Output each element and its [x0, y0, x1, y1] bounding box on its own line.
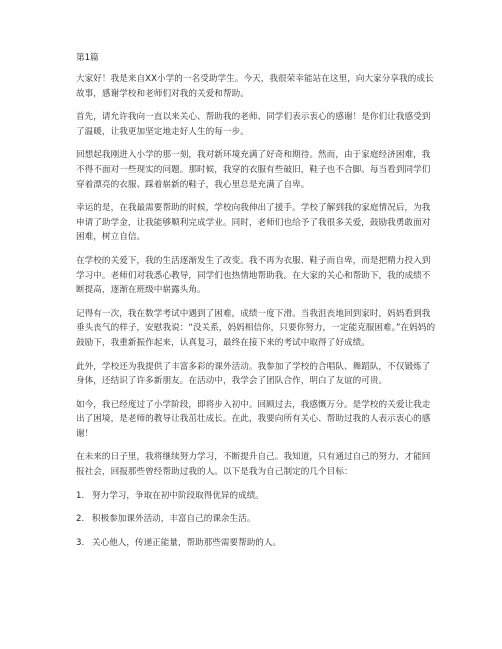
- goals-list: [76, 489, 436, 551]
- paragraph-greeting: 大家好！我是来自XX小学的一名受助学生。今天，我很荣幸能站在这里，向大家分享我的成长故事，感谢学校和老师们对我的关爱和帮助。: [76, 74, 434, 99]
- list-item: [76, 512, 436, 527]
- paragraph-change: 在学校的关爱下，我的生活逐渐发生了改变。我不再为衣服、鞋子而自卑，而是把精力投入到学习中。老师们对我悉心教导，同学们也热情地帮助我。在大家的关心和帮助下，我的成绩不断提高，逐渐在班级中崭露头角。: [76, 255, 431, 296]
- document-heading: 第1篇: [76, 53, 99, 63]
- document-page: [76, 52, 436, 559]
- list-item-number: 2.: [76, 514, 85, 525]
- list-item-text: 关心他人，传递正能量，帮助那些需要帮助的人。: [92, 537, 282, 548]
- list-item-text: 积极参加课外活动，丰富自己的课余生活。: [92, 514, 256, 525]
- paragraph-activities: 此外，学校还为我提供了丰富多彩的课外活动。我参加了学校的合唱队、舞蹈队，不仅锻炼了身体，还结识了许多新朋友。在活动中，我学会了团队合作，明白了友谊的可贵。: [76, 361, 431, 387]
- paragraph-future: 在未来的日子里，我将继续努力学习，不断提升自己。我知道，只有通过自己的努力，才能回报社会，回报那些曾经帮助过我的人。以下是我为自己制定的几个目标：: [76, 452, 431, 478]
- paragraph-thanks: 首先，请允许我向一直以来关心、帮助我的老师、同学们表示衷心的感谢！是你们让我感受到了温暖，让我更加坚定地走好人生的每一步。: [76, 112, 431, 137]
- paragraph-recall: 回想起我刚进入小学的那一刻，我对新环境充满了好奇和期待。然而，由于家庭经济困难，我不得不面对一些现实的问题。那时候，我穿的衣服有些破旧，鞋子也不合脚。每当看到同学们穿着漂亮的衣服、踩着崭新的鞋子，我心里总是充满了自卑。: [76, 150, 431, 190]
- list-item-text: 努力学习，争取在初中阶段取得优异的成绩。: [92, 490, 264, 501]
- list-item: [76, 536, 436, 551]
- list-item-number: 1.: [76, 490, 85, 501]
- list-item-number: 3.: [76, 537, 85, 548]
- paragraph-exam-story: 记得有一次，我在数学考试中遇到了困难，成绩一度下滑。当我沮丧地回到家时，妈妈看到我垂头丧气的样子，安慰我说：“没关系，妈妈相信你，只要你努力，一定能克服困难。”在妈妈的鼓励下，我重新振作起来，认真复习，最终在接下来的考试中取得了好成绩。: [76, 308, 436, 348]
- paragraph-school-help: 幸运的是，在我最需要帮助的时候，学校向我伸出了援手。学校了解到我的家庭情况后，为我申请了助学金，让我能够顺利完成学业。同时，老师们也给予了我很多关爱，鼓励我勇敢面对困难，树立自信。: [76, 203, 431, 243]
- paragraph-today: 如今，我已经度过了小学阶段，即将步入初中。回顾过去，我感慨万分。是学校的关爱让我走出了困境，是老师的教导让我茁壮成长。在此，我要向所有关心、帮助过我的人表示衷心的感谢！: [76, 399, 431, 439]
- list-item: [76, 489, 436, 504]
